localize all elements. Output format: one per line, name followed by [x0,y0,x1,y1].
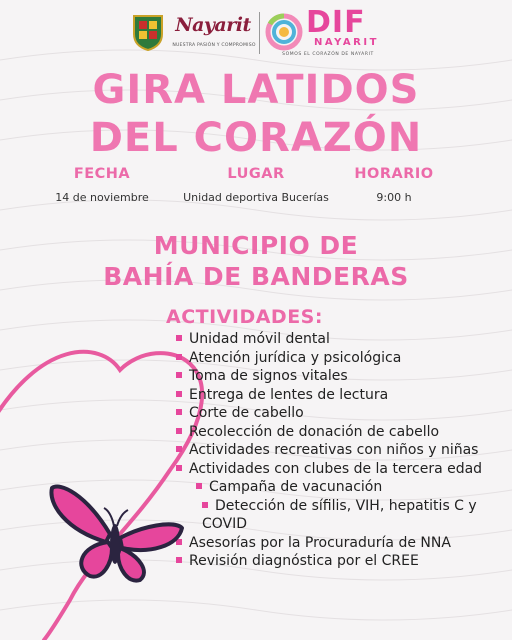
actividades-list [176,330,506,571]
list-item: Atención jurídica y psicológica [176,349,506,368]
header [0,5,512,60]
bullet-square-icon [176,409,182,415]
list-item: Asesorías por la Procuraduría de NNA [176,534,506,553]
nayarit-coat-of-arms-icon [130,12,166,52]
horario-label: HORARIO [354,166,434,182]
dif-subtext: NAYARIT [314,37,379,48]
horario-value: 9:00 h [376,191,412,204]
bullet-square-icon [176,354,182,360]
fecha-label: FECHA [73,166,131,182]
list-item: Toma de signos vitales [176,367,506,386]
fecha-value: 14 de noviembre [55,191,149,204]
list-item: Actividades con clubes de la tercera edad [176,460,506,479]
dif-logo-text: DIF [306,5,366,40]
municipio-line-2: BAHÍA DE BANDERAS [103,262,409,291]
butterfly-icon [46,476,186,588]
bullet-square-icon [202,502,208,508]
bullet-square-icon [176,465,182,471]
list-item: Corte de cabello [176,404,506,423]
event-title-line-2: DEL CORAZÓN [89,115,423,161]
list-item: Detección de sífilis, VIH, hepatitis C y COVID [202,497,477,532]
list-item: Recolección de donación de cabello [176,423,506,442]
list-item: Entrega de lentes de lectura [176,386,506,405]
bullet-square-icon [176,446,182,452]
nayarit-tagline: NUESTRA PASIÓN Y COMPROMISO [172,43,256,48]
actividades-heading: ACTIVIDADES: [166,306,323,328]
list-item: Unidad móvil dental [176,330,506,349]
bullet-square-icon [176,428,182,434]
list-item: Campaña de vacunación [176,478,506,497]
lugar-label: LUGAR [227,166,285,182]
bullet-square-icon [176,391,182,397]
nayarit-logo-text: Nayarit [175,14,251,36]
header-divider [259,12,260,54]
bullet-square-icon [176,335,182,341]
event-title-line-1: GIRA LATIDOS [92,67,420,113]
municipio-line-1: MUNICIPIO DE [153,231,359,260]
dif-tagline: SOMOS EL CORAZÓN DE NAYARIT [282,52,374,57]
bullet-square-icon [196,483,202,489]
list-item: Revisión diagnóstica por el CREE [176,552,506,571]
dif-heart-logo-icon [264,10,304,54]
list-item: Actividades recreativas con niños y niñas [176,441,506,460]
lugar-value: Unidad deportiva Bucerías [183,191,329,204]
bullet-square-icon [176,372,182,378]
